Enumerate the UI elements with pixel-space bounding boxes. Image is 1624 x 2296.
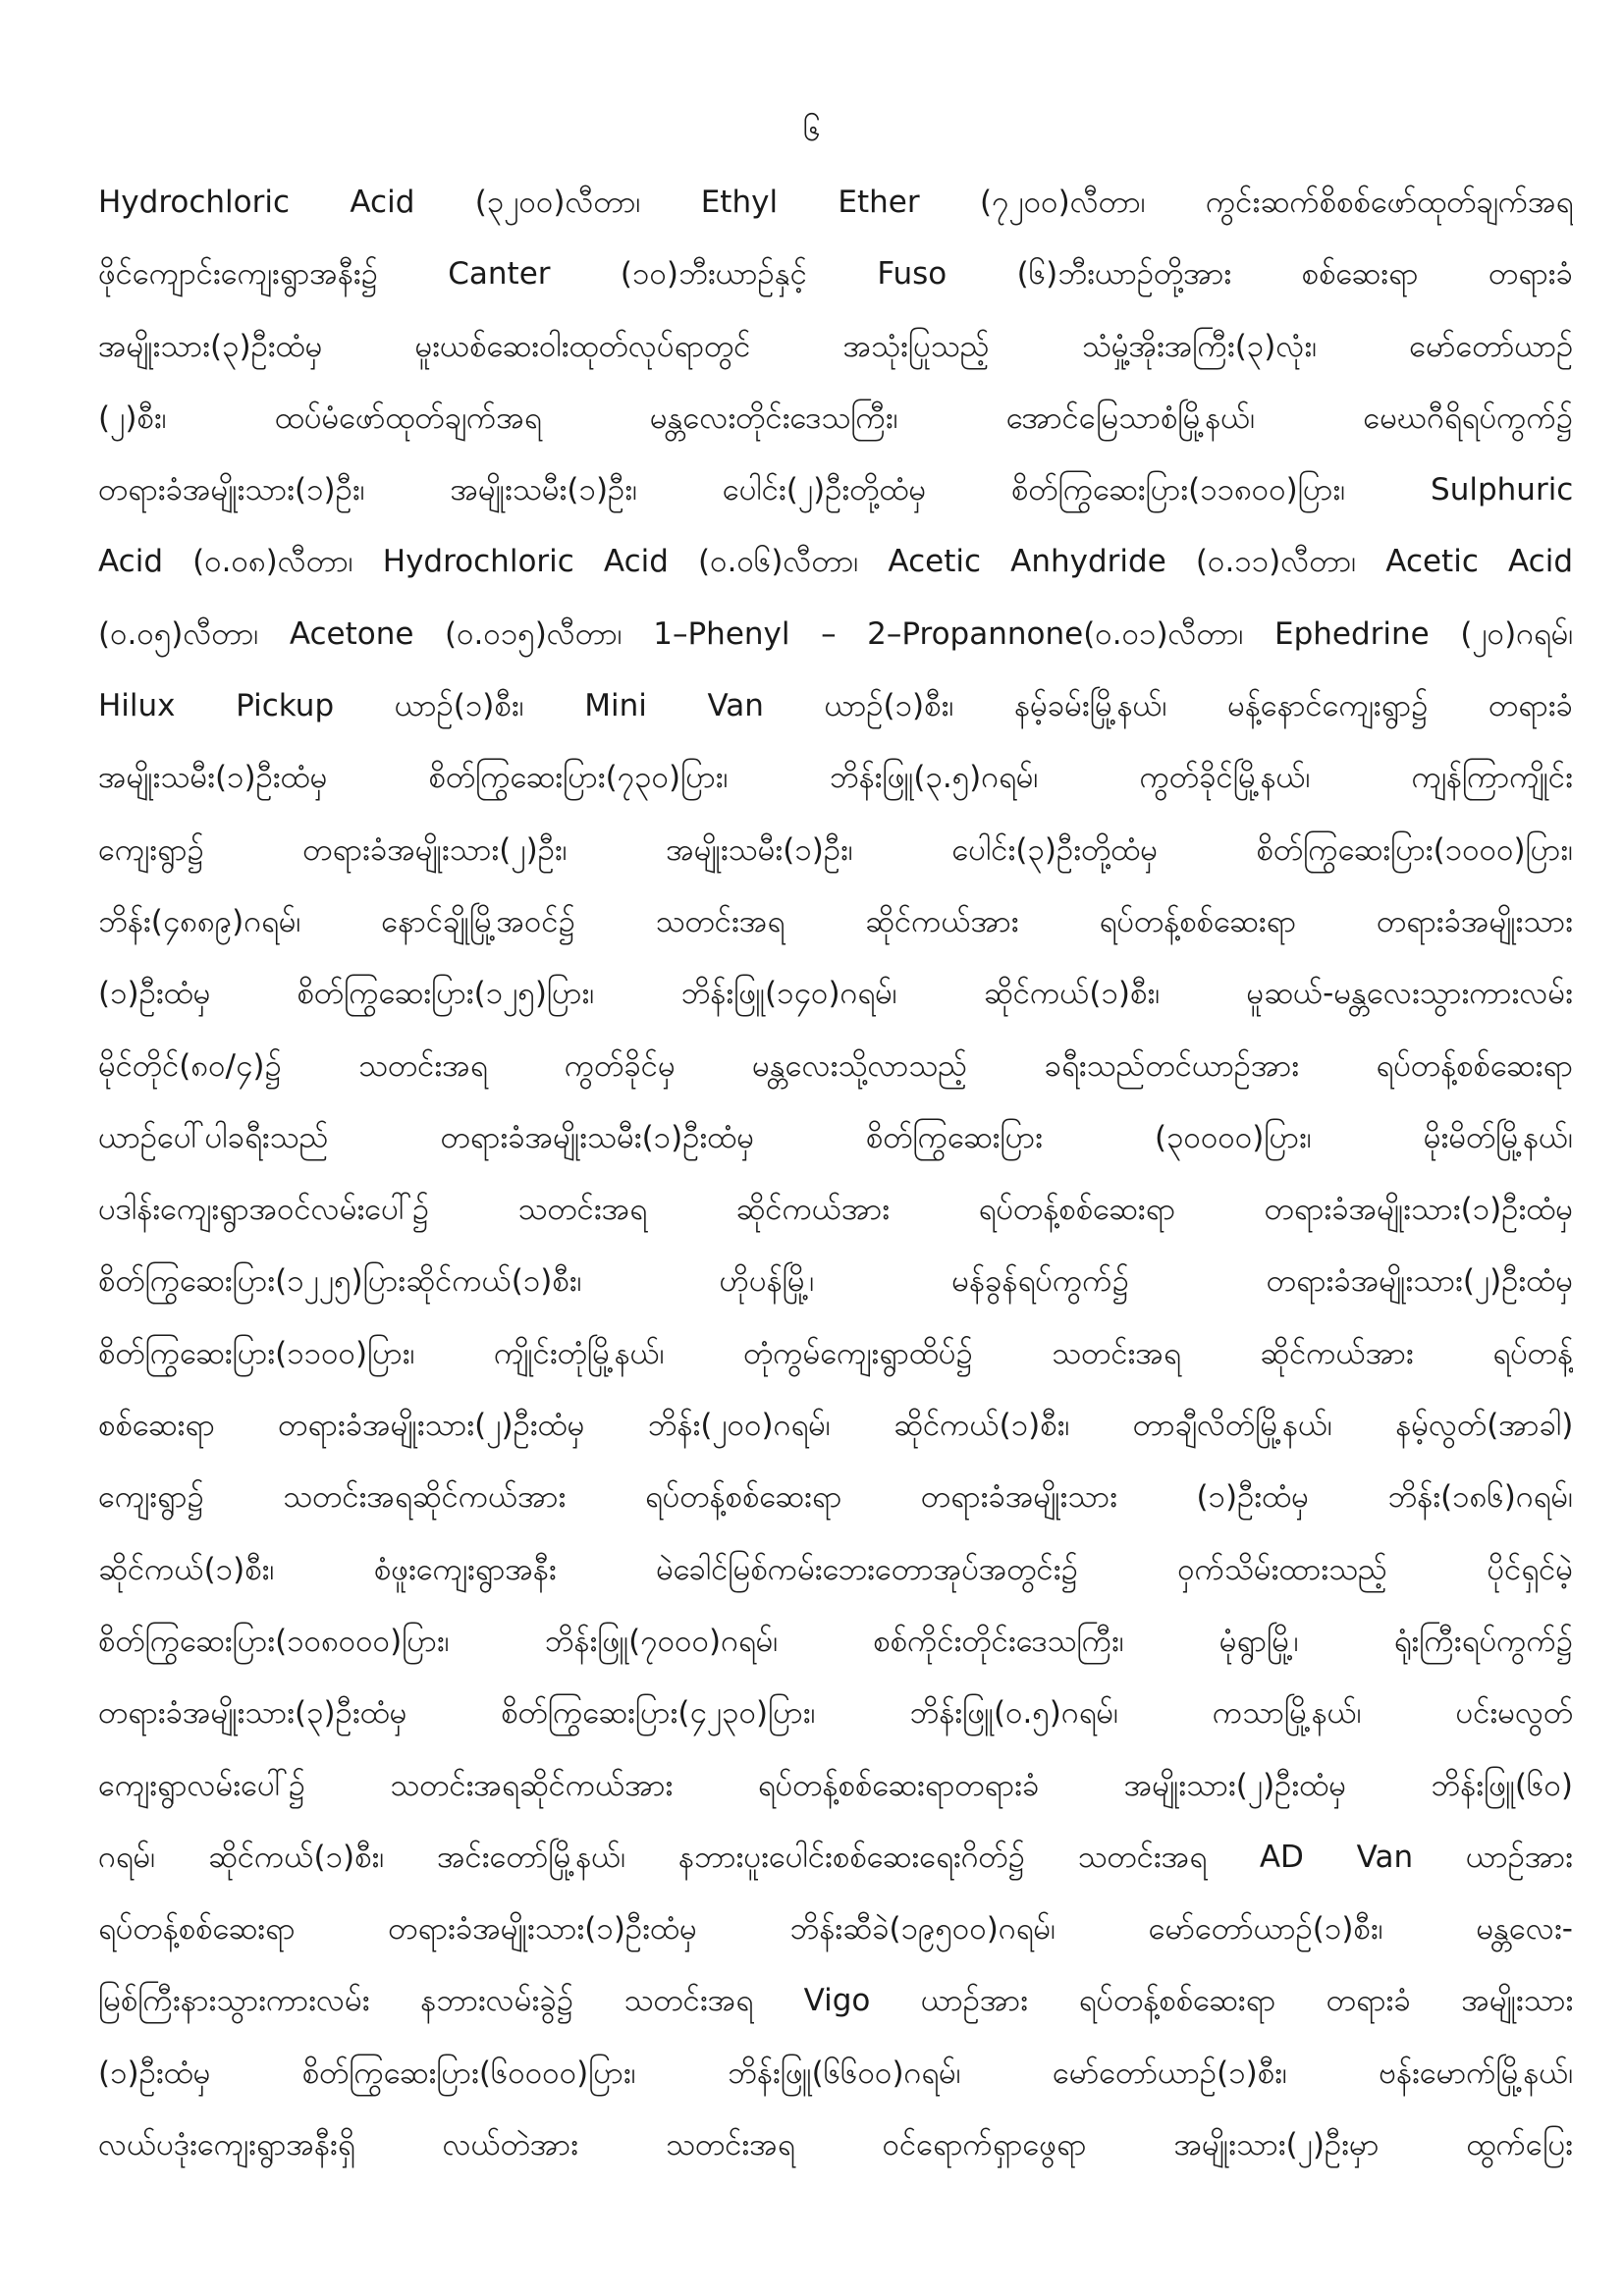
text-line: ဂရမ်၊ ဆိုင်ကယ်(၁)စီး၊ အင်းတော်မြို့နယ်၊ နဘားပူးပေါင်းစစ်ဆေးရေးဂိတ်၌ သတင်းအရ AD Van ယာဉ်အား — [98, 1839, 1573, 1875]
text-line: စစ်ဆေးရာ တရားခံအမျိုးသား(၂)ဦးထံမှ ဘိန်း(၂၀၀)ဂရမ်၊ ဆိုင်ကယ်(၁)စီး၊ တာချီလိတ်မြို့နယ်၊ နမ့်လွတ်(အာခါ) — [98, 1408, 1573, 1444]
text-line: မိုင်တိုင်(၈၀/၄)၌ သတင်းအရ ကွတ်ခိုင်မှ မန္တလေးသို့လာသည့် ခရီးသည်တင်ယာဉ်အား ရပ်တန့်စစ်ဆေးရာ — [98, 1047, 1573, 1084]
body-paragraph — [98, 167, 1573, 2181]
text-line: Acid (၀.၀၈)လီတာ၊ Hydrochloric Acid (၀.၀၆)လီတာ၊ Acetic Anhydride (၀.၁၁)လီတာ၊ Acetic Acid — [98, 544, 1573, 580]
text-line: စိတ်ကြွဆေးပြား(၁၁၀၀)ပြား၊ ကျိုင်းတုံမြို့နယ်၊ တုံကွမ်ကျေးရွာထိပ်၌ သတင်းအရ ဆိုင်ကယ်အား ရပ်တန့် — [98, 1335, 1573, 1371]
text-line: ဆိုင်ကယ်(၁)စီး၊ စံဖူးကျေးရွာအနီး မဲခေါင်မြစ်ကမ်းဘေးတောအုပ်အတွင်း၌ ဝှက်သိမ်းထားသည့် ပိုင်ရှင်မဲ့ — [98, 1551, 1573, 1587]
text-line: တရားခံအမျိုးသား(၃)ဦးထံမှ စိတ်ကြွဆေးပြား(၄၂၃၀)ပြား၊ ဘိန်းဖြူ(၀.၅)ဂရမ်၊ ကသာမြို့နယ်၊ ပင်းမလွတ် — [98, 1695, 1573, 1732]
text-line: (၂)စီး၊ ထပ်မံဖော်ထုတ်ချက်အရ မန္တလေးတိုင်းဒေသကြီး၊ အောင်မြေသာစံမြို့နယ်၊ မေဃဂီရိရပ်ကွက်၌ — [98, 400, 1573, 436]
text-line: ပဒါန်းကျေးရွာအဝင်လမ်းပေါ်၌ သတင်းအရ ဆိုင်ကယ်အား ရပ်တန့်စစ်ဆေးရာ တရားခံအမျိုးသား(၁)ဦးထံမှ — [98, 1192, 1573, 1228]
text-line: (၀.၀၅)လီတာ၊ Acetone (၀.၀၁၅)လီတာ၊ 1–Phenyl – 2–Propannone(၀.၀၁)လီတာ၊ Ephedrine (၂၀)ဂရမ်၊ — [98, 615, 1573, 652]
text-line: ဘိန်း(၄၈၈၉)ဂရမ်၊ နောင်ချိုမြို့အဝင်၌ သတင်းအရ ဆိုင်ကယ်အား ရပ်တန့်စစ်ဆေးရာ တရားခံအမျိုးသား — [98, 903, 1573, 939]
text-line: Hilux Pickup ယာဉ်(၁)စီး၊ Mini Van ယာဉ်(၁)စီး၊ နမ့်ခမ်းမြို့နယ်၊ မန့်နောင်ကျေးရွာ၌ တရားခံ — [98, 688, 1573, 724]
text-line: ကျေးရွာ၌ သတင်းအရဆိုင်ကယ်အား ရပ်တန့်စစ်ဆေးရာ တရားခံအမျိုးသား (၁)ဦးထံမှ ဘိန်း(၁၈၆)ဂရမ်၊ — [98, 1479, 1573, 1516]
text-line: စိတ်ကြွဆေးပြား(၁၂၂၅)ပြားဆိုင်ကယ်(၁)စီး၊ ဟိုပန်မြို့၊ မန်ခွန်ရပ်ကွက်၌ တရားခံအမျိုးသား(၂)ဦးထံမှ — [98, 1263, 1573, 1300]
text-line: လယ်ပဒုံးကျေးရွာအနီးရှိ လယ်တဲအား သတင်းအရ ဝင်ရောက်ရှာဖွေရာ အမျိုးသား(၂)ဦးမှာ ထွက်ပြေး — [98, 2127, 1573, 2163]
page-number: ၆ — [803, 111, 821, 148]
text-line: ယာဉ်ပေါ်ပါခရီးသည် တရားခံအမျိုးသမီး(၁)ဦးထံမှ စိတ်ကြွဆေးပြား (၃၀၀၀၀)ပြား၊ မိုးမိတ်မြို့နယ်၊ — [98, 1119, 1573, 1155]
text-line: တရားခံအမျိုးသား(၁)ဦး၊ အမျိုးသမီး(၁)ဦး၊ ပေါင်း(၂)ဦးတို့ထံမှ စိတ်ကြွဆေးပြား(၁၁၈၀၀)ပြား၊ Sulphuric — [98, 472, 1573, 508]
text-line: (၁)ဦးထံမှ စိတ်ကြွဆေးပြား(၁၂၅)ပြား၊ ဘိန်းဖြူ(၁၄၀)ဂရမ်၊ ဆိုင်ကယ်(၁)စီး၊ မူဆယ်-မန္တလေးသွားကားလမ်း — [98, 976, 1573, 1012]
text-line: စိတ်ကြွဆေးပြား(၁၀၈၀၀၀)ပြား၊ ဘိန်းဖြူ(၇၀၀၀)ဂရမ်၊ စစ်ကိုင်းတိုင်းဒေသကြီး၊ မုံရွာမြို့၊ ရုံးကြီးရပ်ကွက်၌ — [98, 1623, 1573, 1659]
text-line: အမျိုးသား(၃)ဦးထံမှ မူးယစ်ဆေးဝါးထုတ်လုပ်ရာတွင် အသုံးပြုသည့် သံမှုံ့အိုးအကြီး(၃)လုံး၊ မော်တော်ယာဉ် — [98, 328, 1573, 364]
text-line: ကျေးရွာ၌ တရားခံအမျိုးသား(၂)ဦး၊ အမျိုးသမီး(၁)ဦး၊ ပေါင်း(၃)ဦးတို့ထံမှ စိတ်ကြွဆေးပြား(၁၀၀၀)ပြား၊ — [98, 831, 1573, 868]
text-line: Hydrochloric Acid (၃၂၀၀)လီတာ၊ Ethyl Ether (၇၂၀၀)လီတာ၊ ကွင်းဆက်စိစစ်ဖော်ထုတ်ချက်အရ — [98, 185, 1573, 220]
text-line: (၁)ဦးထံမှ စိတ်ကြွဆေးပြား(၆၀၀၀၀)ပြား၊ ဘိန်းဖြူ(၆၆၀၀)ဂရမ်၊ မော်တော်ယာဉ်(၁)စီး၊ ဗန်းမောက်မြို့နယ်၊ — [98, 2055, 1573, 2091]
text-line: ရပ်တန့်စစ်ဆေးရာ တရားခံအမျိုးသား(၁)ဦးထံမှ ဘိန်းဆီခဲ(၁၉၅၀၀)ဂရမ်၊ မော်တော်ယာဉ်(၁)စီး၊ မန္တလေး- — [98, 1911, 1573, 1948]
text-line: ဖိုင်ကျောင်းကျေးရွာအနီး၌ Canter (၁၀)ဘီးယာဉ်နှင့် Fuso (၆)ဘီးယာဉ်တို့အား စစ်ဆေးရာ တရားခံ — [98, 256, 1573, 293]
text-line: ကျေးရွာလမ်းပေါ်၌ သတင်းအရဆိုင်ကယ်အား ရပ်တန့်စစ်ဆေးရာတရားခံ အမျိုးသား(၂)ဦးထံမှ ဘိန်းဖြူ(၆၀) — [98, 1767, 1573, 1803]
text-line: မြစ်ကြီးနားသွားကားလမ်း နဘားလမ်းခွဲ၌ သတင်းအရ Vigo ယာဉ်အား ရပ်တန့်စစ်ဆေးရာ တရားခံ အမျိုးသား — [98, 1983, 1573, 2019]
text-line: အမျိုးသမီး(၁)ဦးထံမှ စိတ်ကြွဆေးပြား(၇၃၀)ပြား၊ ဘိန်းဖြူ(၃.၅)ဂရမ်၊ ကွတ်ခိုင်မြို့နယ်၊ ကျန်ကြာကျိုင်း — [98, 760, 1573, 796]
